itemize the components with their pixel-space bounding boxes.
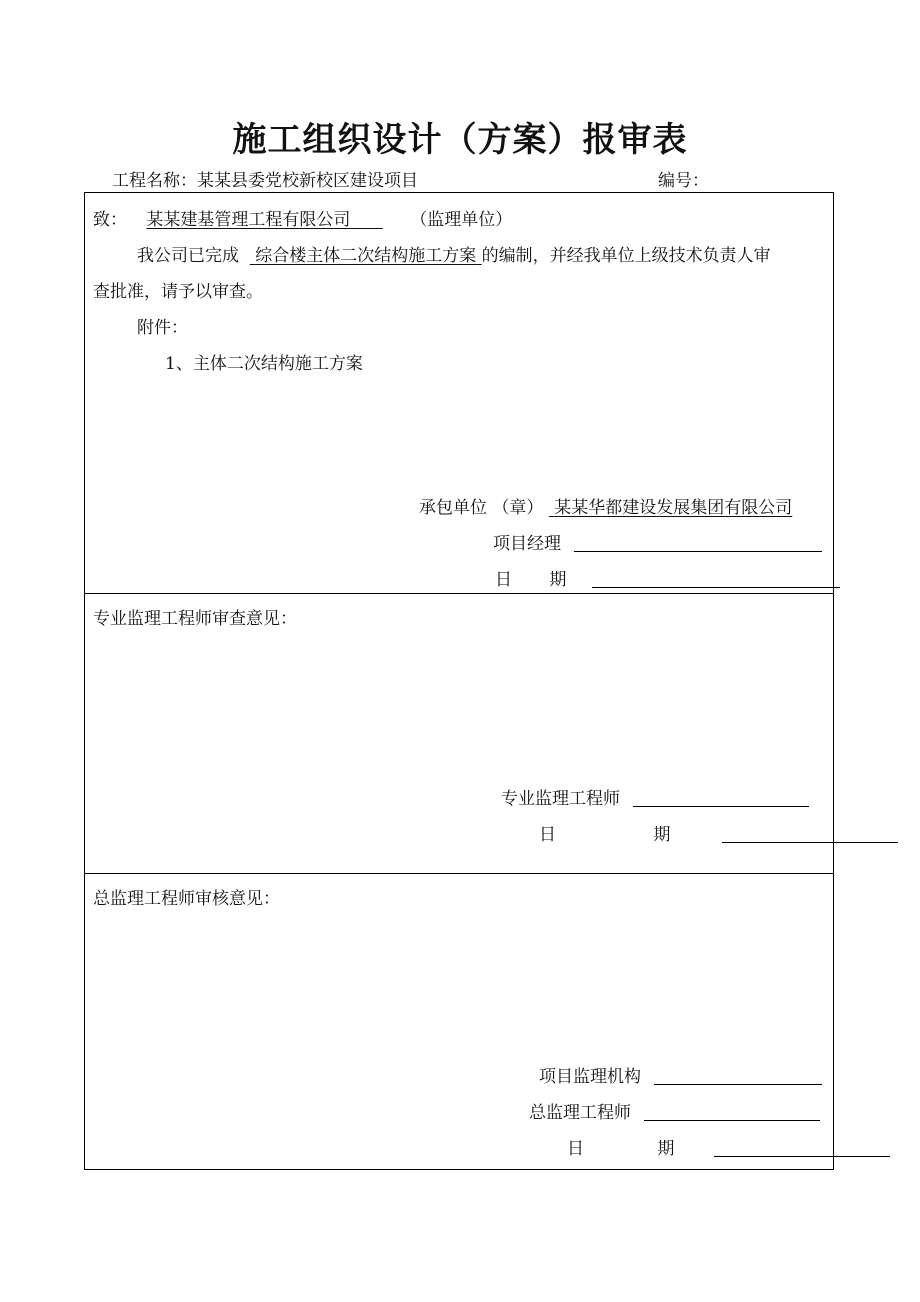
submission-date-label: 日 期 (495, 570, 583, 590)
supervision-org-signature-line[interactable] (654, 1068, 822, 1085)
specialist-date-line[interactable] (722, 826, 898, 843)
supervisor-unit-label: （监理单位） (410, 210, 513, 230)
specialist-review-heading: 专业监理工程师审查意见： (93, 609, 297, 629)
supervisor-company: 某某建基管理工程有限公司 (146, 210, 351, 230)
chief-review-section (85, 873, 833, 1169)
project-manager-row (493, 529, 822, 554)
submission-date-line[interactable] (592, 571, 840, 588)
specialist-date-row (539, 820, 898, 845)
supervision-org-label: 项目监理机构 (539, 1067, 641, 1087)
addressee-row (93, 205, 512, 230)
form-title: 施工组织设计（方案）报审表 (232, 120, 688, 160)
chief-review-heading: 总监理工程师审核意见： (93, 889, 280, 909)
review-form-table (84, 192, 834, 1170)
chief-engineer-row (529, 1098, 820, 1123)
chief-engineer-signature-line[interactable] (644, 1104, 820, 1121)
chief-date-line[interactable] (714, 1140, 890, 1157)
project-name-value: 某某县委党校新校区建设项目 (197, 171, 418, 191)
contractor-label: 承包单位 （章） (419, 498, 544, 518)
supervision-org-row (539, 1062, 822, 1087)
specialist-engineer-label: 专业监理工程师 (501, 789, 620, 809)
chief-date-row (567, 1134, 890, 1159)
project-name-row (112, 166, 418, 191)
to-label: 致： (93, 210, 127, 230)
plan-name: 综合楼主体二次结构施工方案 (255, 246, 477, 266)
specialist-date-label: 日 期 (539, 825, 717, 845)
submission-section (85, 193, 833, 593)
project-manager-signature-line[interactable] (574, 535, 822, 552)
chief-engineer-label: 总监理工程师 (529, 1103, 631, 1123)
chief-date-label: 日 期 (567, 1139, 709, 1159)
body-line-2: 查批准，请予以审查。 (93, 282, 263, 302)
project-name-label: 工程名称： (112, 171, 197, 191)
submission-date-row (495, 565, 840, 590)
serial-number-label: 编号： (658, 171, 709, 191)
body-line-1: 我公司已完成 综合楼主体二次结构施工方案 的编制，并经我单位上级技术负责人审 (137, 246, 771, 266)
attachment-item: 1、主体二次结构施工方案 (165, 354, 363, 374)
attachment-label: 附件： (137, 318, 188, 338)
project-manager-label: 项目经理 (493, 534, 561, 554)
specialist-engineer-signature-line[interactable] (633, 790, 809, 807)
contractor-row (419, 493, 792, 518)
specialist-engineer-row (501, 784, 809, 809)
contractor-name: 某某华都建设发展集团有限公司 (554, 498, 793, 518)
specialist-review-section (85, 593, 833, 873)
